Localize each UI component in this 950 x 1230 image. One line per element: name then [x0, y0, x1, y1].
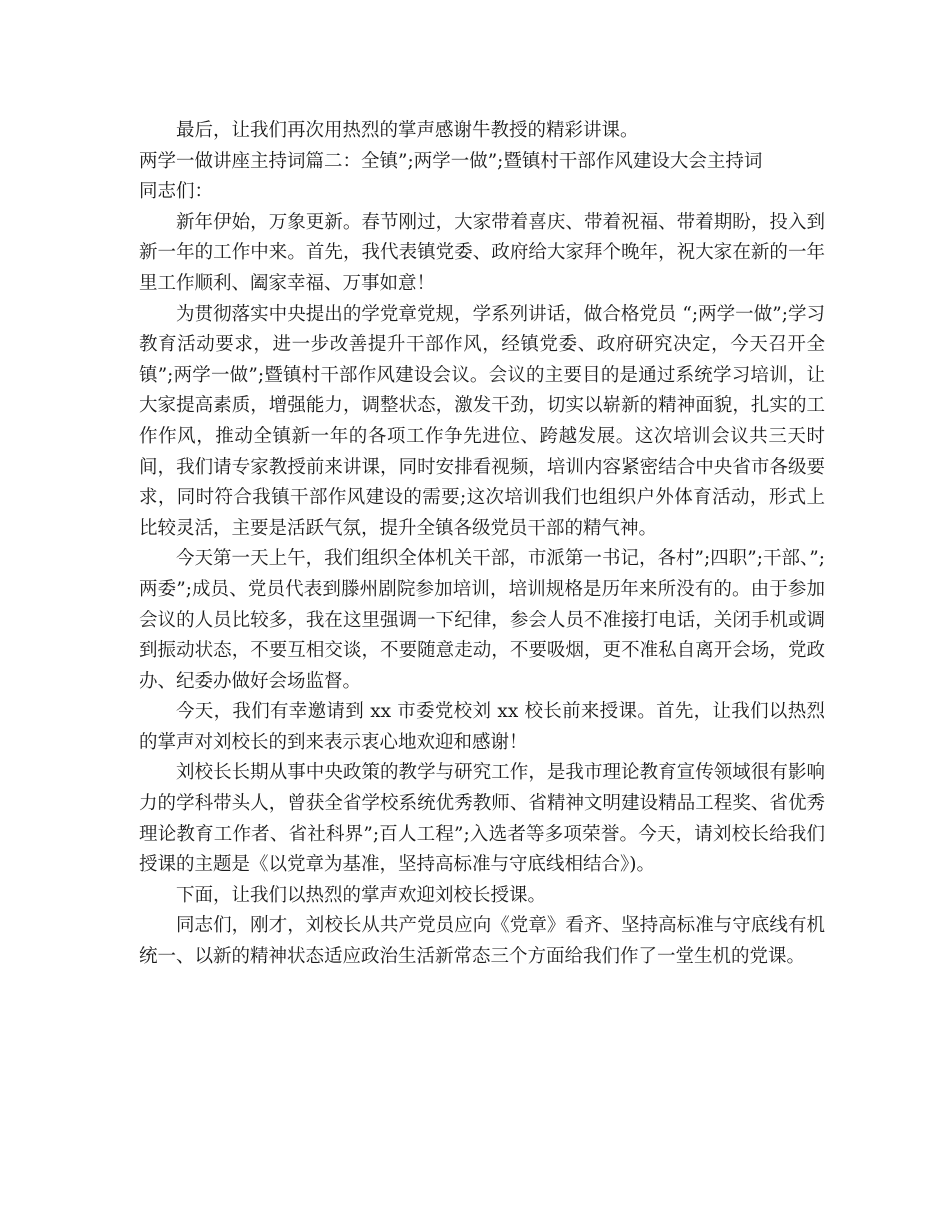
paragraph-discipline: 今天第一天上午，我们组织全体机关干部，市派第一书记，各村”;四职”;干部、”;两委”;成员、党员代表到滕州剧院参加培训，培训规格是历年来所没有的。由于参加会议的人员比较多，我在这里强调一下纪律，参会人员不准接打电话，关闭手机或调到振动状态，不要互相交谈，不要随意走动，不要吸烟，更不准私自离开会场，党政办、纪委办做好会场监督。 — [139, 548, 825, 692]
paragraph-invite-lecture: 下面，让我们以热烈的掌声欢迎刘校长授课。 — [176, 884, 547, 906]
paragraph-closing-thanks: 最后，让我们再次用热烈的掌声感谢牛教授的精彩讲课。 — [176, 120, 639, 141]
paragraph-speaker-bio: 刘校长长期从事中央政策的教学与研究工作，是我市理论教育宣传领域很有影响力的学科带头人，曾获全省学校系统优秀教师、省精神文明建设精品工程奖、省优秀理论教育工作者、省社科界”;百人工程”;入选者等多项荣誉。今天，请刘校长给我们授课的主题是《以党章为基准，坚持高标准与守底线相结合》)。 — [139, 762, 825, 876]
document-body — [139, 116, 825, 973]
paragraph-new-year: 新年伊始，万象更新。春节刚过，大家带着喜庆、带着祝福、带着期盼，投入到新一年的工作中来。首先，我代表镇党委、政府给大家拜个晚年，祝大家在新的一年里工作顺利、阖家幸福、万事如意！ — [139, 211, 825, 294]
salutation: 同志们： — [139, 181, 214, 203]
paragraph-meeting-purpose: 为贯彻落实中央提出的学党章党规，学系列讲话，做合格党员 “;两学一做”;学习教育活动要求，进一步改善提升干部作风，经镇党委、政府研究决定，今天召开全镇”;两学一做”;暨镇村干部作风建设会议。会议的主要目的是通过系统学习培训，让大家提高素质，增强能力，调整状态，激发干劲，切实以崭新的精神面貌，扎实的工作作风，推动全镇新一年的各项工作争先进位、跨越发展。这次培训会议共三天时间，我们请专家教授前来讲课，同时安排看视频，培训内容紧密结合中央省市各级要求，同时符合我镇干部作风建设的需要;这次培训我们也组织户外体育活动，形式上比较灵活，主要是活跃气氛，提升全镇各级党员干部的精气神。 — [139, 303, 825, 539]
paragraph-welcome-speaker: 今天，我们有幸邀请到 xx 市委党校刘 xx 校长前来授课。首先，让我们以热烈的掌声对刘校长的到来表示衷心地欢迎和感谢！ — [139, 701, 825, 753]
section-heading: 两学一做讲座主持词篇二：全镇”;两学一做”;暨镇村干部作风建设大会主持词 — [139, 150, 763, 172]
paragraph-summary: 同志们，刚才，刘校长从共产党员应向《党章》看齐、坚持高标准与守底线有机统一、以新的精神状态适应政治生活新常态三个方面给我们作了一堂生机的党课。 — [139, 915, 825, 968]
